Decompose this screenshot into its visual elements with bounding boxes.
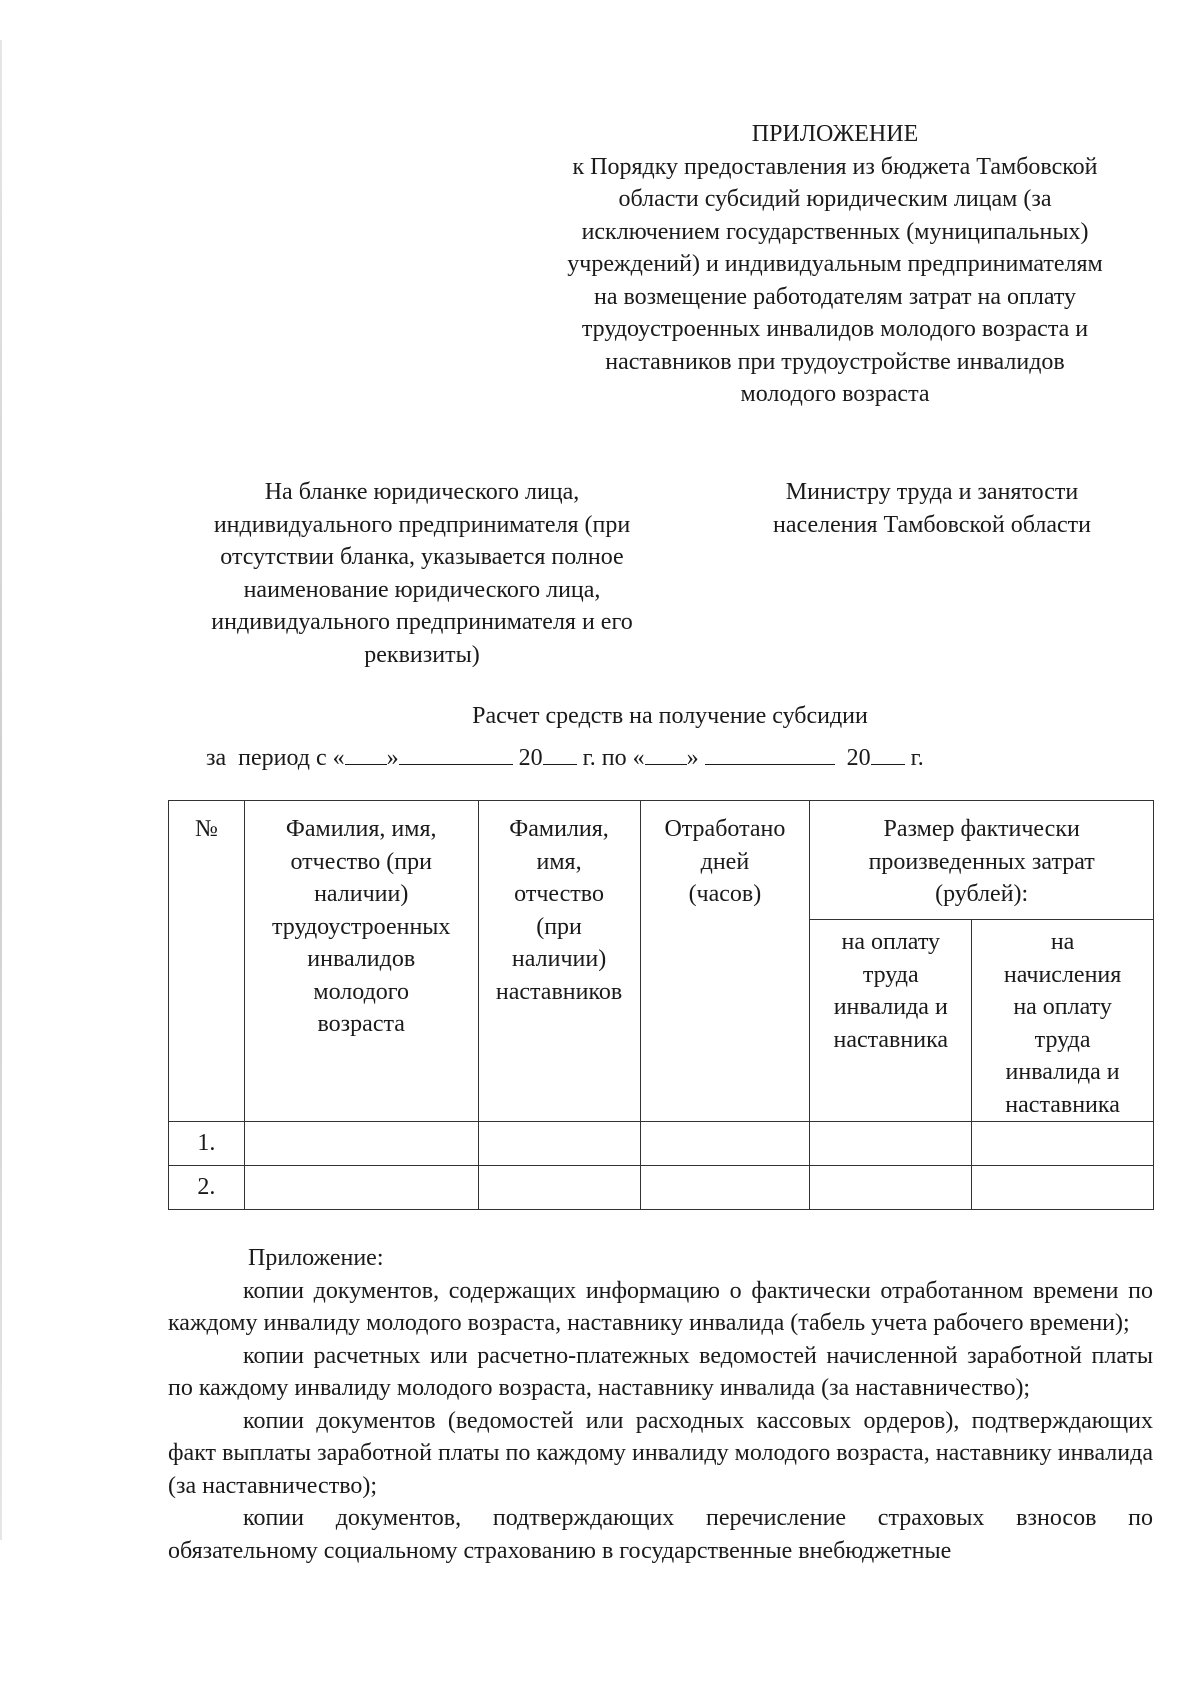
day-to-blank[interactable]: [645, 742, 687, 765]
header-line: наставника: [833, 1026, 949, 1053]
worked-cell[interactable]: [640, 1166, 810, 1210]
subsidy-table: [168, 800, 1154, 1210]
costs-pay-cell[interactable]: [810, 1122, 972, 1166]
year-prefix-from: 20: [518, 745, 543, 771]
costs-charges-cell[interactable]: [972, 1122, 1154, 1166]
col-costs-charges-header: [972, 920, 1154, 1122]
header-line: отчество (при: [290, 848, 432, 875]
letterhead-line: отсутствии бланка, указывается полное: [220, 544, 624, 570]
col-worked-header: [640, 801, 810, 1122]
header-line: (часов): [688, 881, 762, 907]
worked-cell[interactable]: [640, 1122, 810, 1166]
appendix-line: к Порядку предоставления из бюджета Тамбовской: [572, 153, 1098, 180]
header-line: на оплату: [841, 929, 941, 955]
addressee-line: населения Тамбовской области: [773, 511, 1091, 538]
header-line: труда: [862, 961, 919, 988]
header-line: дней: [700, 848, 750, 875]
disabled-name-cell[interactable]: [244, 1166, 478, 1210]
period-suffix: г.: [904, 745, 924, 771]
letterhead-line: реквизиты): [364, 641, 480, 668]
header-line: наставников: [495, 978, 623, 1005]
header-line: (рублей):: [935, 881, 1029, 907]
header-line: труда: [1034, 1026, 1091, 1053]
attachment-item: копии документов (ведомостей или расходных кассовых ордеров), подтверждающих факт выплаты заработной платы по каждому инвалиду молодого возраста, наставнику инвалида (за наставничество);: [168, 1407, 1153, 1499]
header-line: на: [1050, 929, 1075, 955]
addressee-line: Министру труда и занятости: [785, 479, 1079, 505]
attachment-item: копии расчетных или расчетно-платежных ведомостей начисленной заработной платы по каждому инвалиду молодого возраста, наставнику инвалида (за наставничество);: [168, 1342, 1153, 1401]
mentor-name-cell[interactable]: [478, 1122, 640, 1166]
period-mid: г. по «: [576, 745, 645, 771]
letterhead-line: индивидуального предпринимателя и его: [211, 609, 633, 635]
header-line: Размер фактически: [883, 816, 1080, 842]
addressee-block: [720, 476, 1144, 541]
header-line: наставника: [1005, 1091, 1120, 1118]
year-to-blank[interactable]: [871, 742, 905, 765]
header-line: инвалида и: [1005, 1059, 1120, 1085]
col-number-label: №: [194, 816, 218, 842]
attachments-section: [168, 1242, 1153, 1567]
year-prefix-to: 20: [846, 745, 871, 771]
header-line: инвалидов: [307, 946, 416, 972]
header-line: наличии): [314, 881, 409, 907]
row-number: 1.: [169, 1122, 245, 1166]
header-line: отчество: [514, 881, 604, 907]
header-line: (при: [536, 913, 582, 940]
letterhead-line: наименование юридического лица,: [243, 576, 601, 603]
header-line: Фамилия,: [509, 816, 609, 842]
col-mentor-name-header: [478, 801, 640, 1122]
day-from-blank[interactable]: [345, 742, 387, 765]
attachment-item: копии документов, подтверждающих перечисление страховых взносов по обязательному социальному страхованию в государственные внебюджетные: [168, 1505, 1153, 1564]
period-quote: »: [686, 745, 699, 771]
calculation-title: Расчет средств на получение субсидии: [472, 703, 868, 729]
appendix-line: учреждений) и индивидуальным предпринимателям: [567, 251, 1103, 277]
month-from-blank[interactable]: [399, 742, 513, 765]
letterhead-note: [168, 476, 676, 671]
col-costs-pay-header: [810, 920, 972, 1122]
period-prefix: за период с «: [206, 745, 345, 771]
month-to-blank[interactable]: [705, 742, 835, 765]
table-row: [169, 1166, 1154, 1210]
header-line: начисления: [1003, 961, 1122, 988]
header-line: имя,: [536, 848, 582, 875]
attachment-item: копии документов, содержащих информацию о фактически отработанном времени по каждому инвалиду молодого возраста, наставнику инвалида (табель учета рабочего времени);: [168, 1277, 1153, 1336]
attachments-heading: Приложение:: [248, 1245, 384, 1271]
appendix-line: на возмещение работодателям затрат на оплату: [593, 283, 1077, 310]
period-line: [206, 742, 924, 775]
header-line: Фамилия, имя,: [285, 816, 437, 842]
appendix-line: молодого возраста: [740, 381, 930, 407]
col-number-header: [169, 801, 245, 1122]
header-line: произведенных затрат: [868, 848, 1095, 875]
appendix-line: наставников при трудоустройстве инвалидов: [605, 348, 1065, 375]
appendix-title: ПРИЛОЖЕНИЕ: [751, 121, 919, 147]
header-line: наличии): [511, 946, 607, 972]
costs-charges-cell[interactable]: [972, 1166, 1154, 1210]
header-line: трудоустроенных: [271, 913, 451, 940]
col-disabled-name-header: [244, 801, 478, 1122]
table-row: [169, 1122, 1154, 1166]
header-line: на оплату: [1013, 994, 1112, 1020]
row-number: 2.: [169, 1166, 245, 1210]
col-costs-header: [810, 801, 1154, 920]
header-line: возраста: [317, 1011, 405, 1037]
appendix-line: исключением государственных (муниципальных): [581, 218, 1089, 245]
year-from-blank[interactable]: [543, 742, 577, 765]
costs-pay-cell[interactable]: [810, 1166, 972, 1210]
table-header-row: [169, 801, 1154, 920]
header-line: инвалида и: [833, 994, 948, 1020]
letterhead-line: индивидуального предпринимателя (при: [213, 511, 631, 538]
header-line: молодого: [313, 978, 410, 1005]
period-quote: »: [386, 745, 399, 771]
appendix-line: области субсидий юридическим лицам (за: [618, 186, 1052, 212]
appendix-header: [505, 118, 1165, 411]
scan-edge-shadow: [0, 40, 2, 1540]
disabled-name-cell[interactable]: [244, 1122, 478, 1166]
mentor-name-cell[interactable]: [478, 1166, 640, 1210]
header-line: Отработано: [664, 816, 786, 842]
appendix-line: трудоустроенных инвалидов молодого возраста и: [581, 316, 1089, 342]
letterhead-line: На бланке юридического лица,: [264, 479, 580, 505]
